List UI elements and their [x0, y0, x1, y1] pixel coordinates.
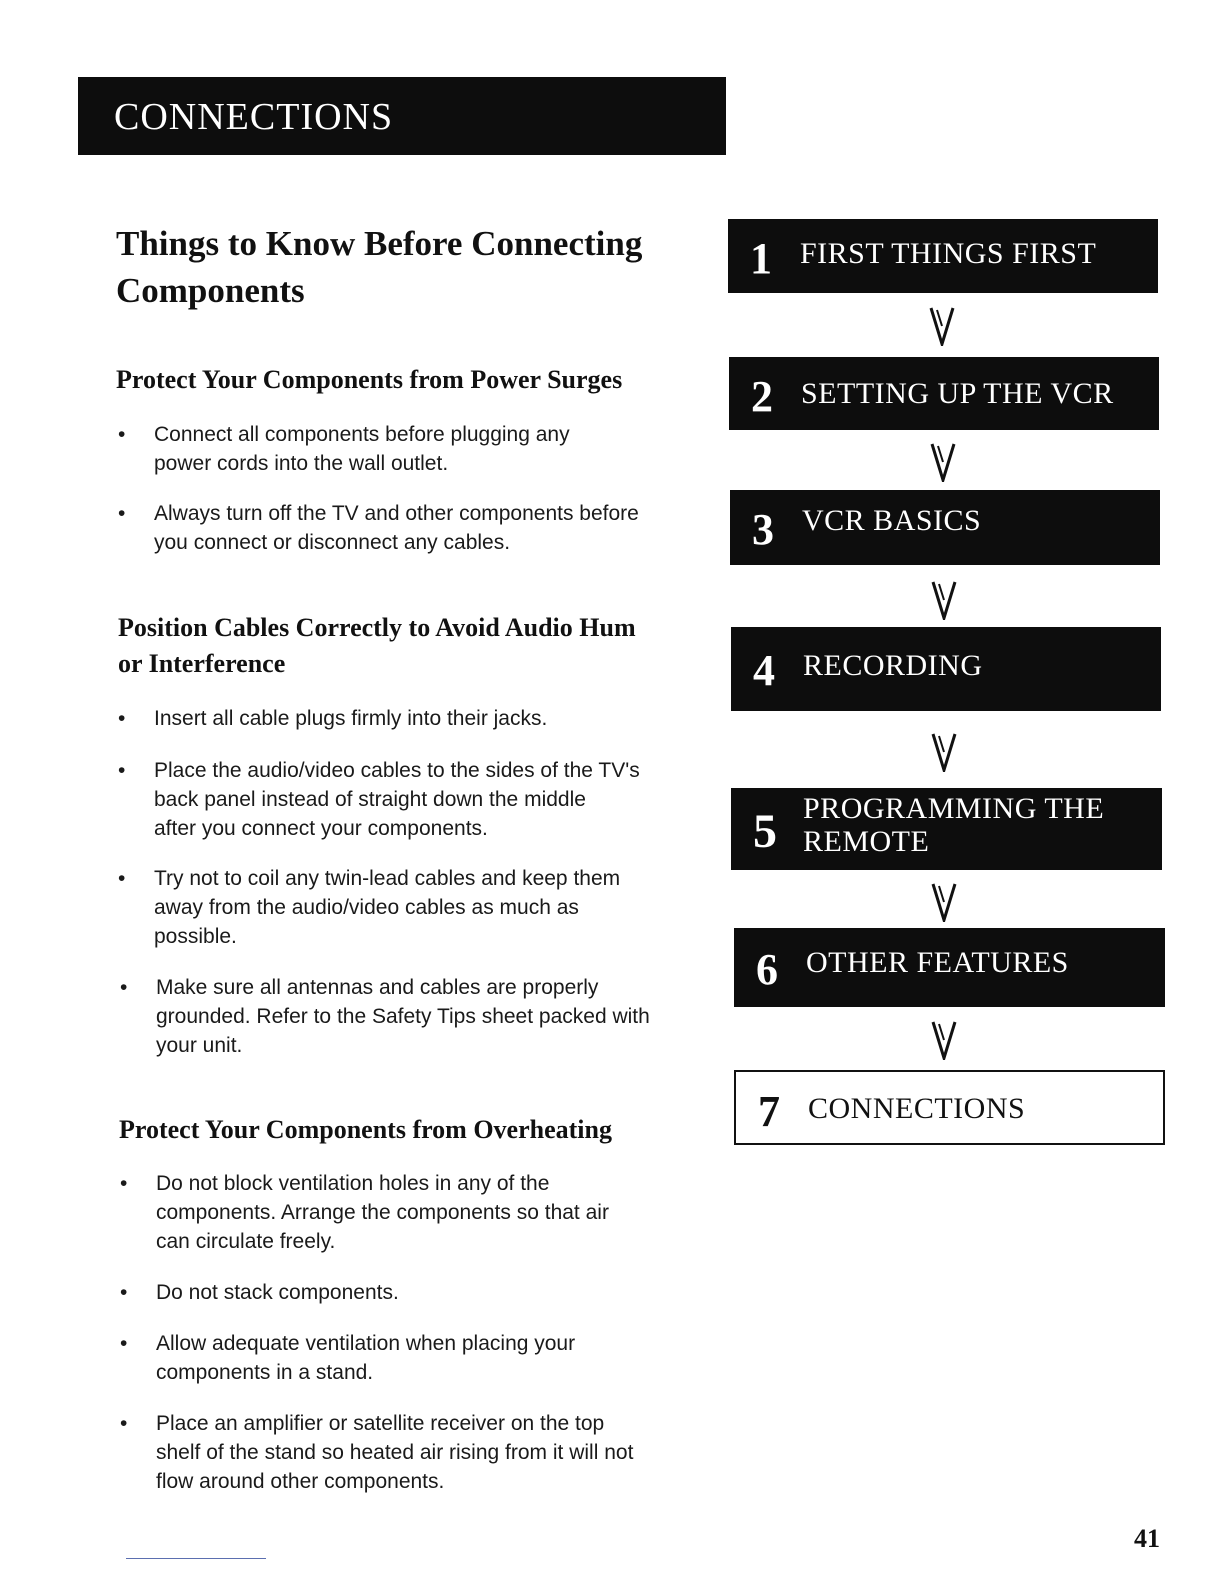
- bullet-icon: •: [118, 759, 126, 782]
- chapter-step-3: 3 VCR BASICS: [730, 490, 1160, 565]
- chapter-step-7-current: 7 CONNECTIONS: [734, 1070, 1165, 1145]
- down-arrow-icon: [930, 580, 958, 620]
- heading-power-surges: Protect Your Components from Power Surges: [116, 365, 623, 394]
- bullet-icon: •: [118, 502, 126, 525]
- bullet-icon: •: [120, 1412, 128, 1435]
- down-arrow-icon: [930, 882, 958, 922]
- footer-rule: [126, 1558, 266, 1559]
- bullet-icon: •: [118, 867, 126, 890]
- bullet-icon: •: [120, 1281, 128, 1304]
- down-arrow-icon: [929, 442, 957, 482]
- section-header-bar: [78, 77, 726, 155]
- page-title-line-2: Components: [116, 271, 305, 310]
- down-arrow-icon: [930, 732, 958, 772]
- chapter-step-2: 2 SETTING UP THE VCR: [729, 357, 1159, 430]
- bullet-icon: •: [118, 423, 126, 446]
- bullet-icon: •: [120, 1332, 128, 1355]
- down-arrow-icon: [930, 1020, 958, 1060]
- page-title: [116, 220, 716, 314]
- heading-overheating: Protect Your Components from Overheating: [119, 1115, 612, 1144]
- page-number: 41: [1134, 1524, 1160, 1553]
- section-header-title: CONNECTIONS: [114, 96, 394, 138]
- chapter-step-4: 4 RECORDING: [731, 627, 1161, 711]
- chapter-step-1: 1 FIRST THINGS FIRST: [728, 219, 1158, 293]
- bullet-icon: •: [118, 707, 126, 730]
- heading-cable-position: Position Cables Correctly to Avoid Audio Hum or Interference: [118, 613, 636, 678]
- page-title-line-1: Things to Know Before Connecting: [116, 224, 643, 263]
- chapter-step-6: 6 OTHER FEATURES: [734, 928, 1165, 1007]
- down-arrow-icon: [928, 306, 956, 346]
- chapter-step-5: 5 PROGRAMMING THE REMOTE: [731, 788, 1162, 870]
- bullet-icon: •: [120, 1172, 128, 1195]
- bullet-icon: •: [120, 976, 128, 999]
